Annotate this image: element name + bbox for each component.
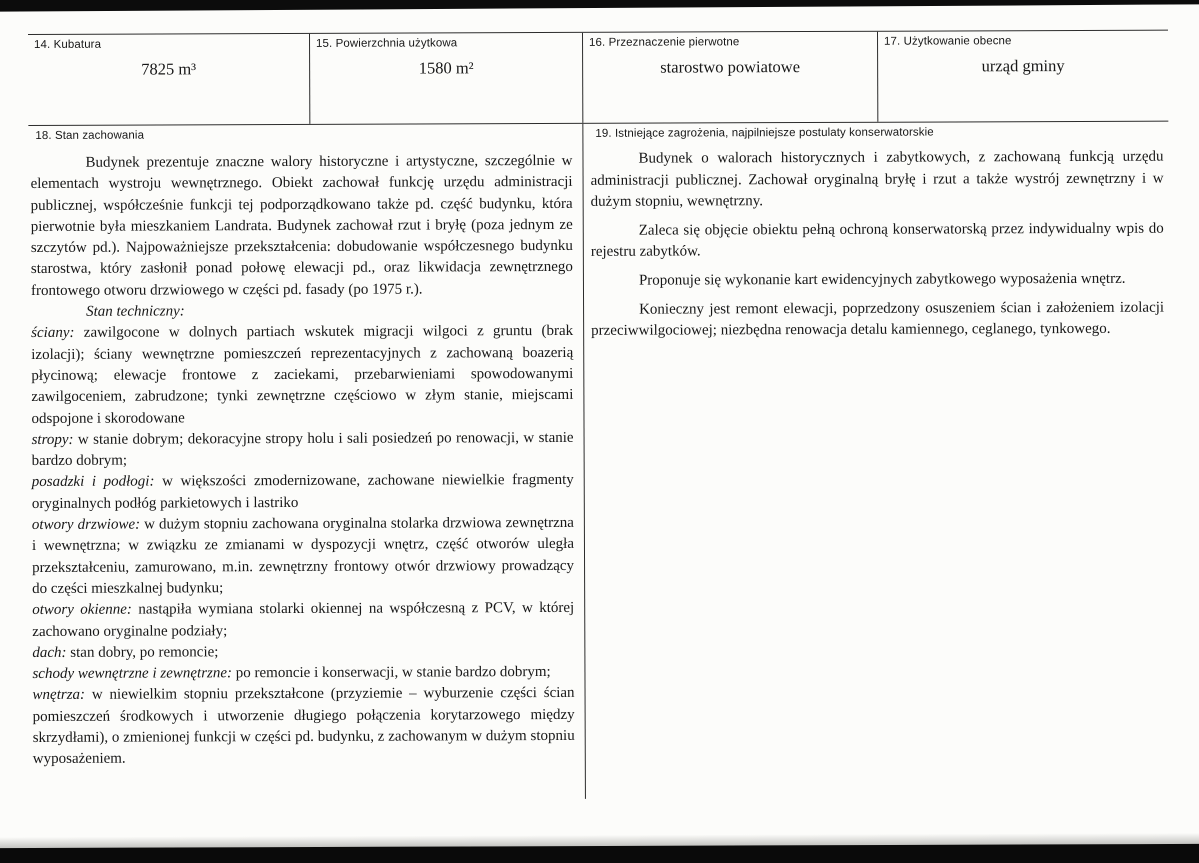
condition-item xyxy=(32,641,574,664)
condition-item xyxy=(32,513,574,600)
condition-text: po remoncie i konserwacji, w stanie bardzo dobrym; xyxy=(235,664,551,682)
section-zagrozenia-body xyxy=(590,147,1164,343)
condition-item xyxy=(32,598,574,643)
field-uzytkowanie xyxy=(878,31,1168,122)
paragraph-stan-techniczny: Stan techniczny: xyxy=(86,303,185,320)
condition-term: schody wewnętrzne i zewnętrzne: xyxy=(32,665,233,683)
field-uzytkowanie-value: urząd gminy xyxy=(981,56,1065,76)
section-stan-zachowania-body xyxy=(30,151,574,771)
form-top-row xyxy=(28,30,1168,125)
section-stan-zachowania xyxy=(28,124,586,801)
field-przeznaczenie xyxy=(583,32,878,123)
section-zagrozenia-label: 19. Istniejące zagrożenia, najpilniejsze postulaty konserwatorskie xyxy=(595,126,934,140)
field-przeznaczenie-label: 16. Przeznaczenie pierwotne xyxy=(589,36,740,49)
condition-item xyxy=(32,428,574,473)
scan-edge-top xyxy=(0,0,1199,12)
paragraph: Proponuje się wykonanie kart ewidencyjnych zabytkowego wyposażenia wnętrz. xyxy=(638,270,1126,289)
field-przeznaczenie-value: starostwo powiatowe xyxy=(660,57,801,77)
condition-term: ściany: xyxy=(31,325,75,342)
heritage-record-form xyxy=(28,30,1171,801)
condition-text: w dużym stopniu zachowana oryginalna stolarka drzwiowa zewnętrzna i wewnętrzna; w związku ze zmianami w dyspozycji wnętrz, część otworów uległa przekształceniu, zamurowano, m.in. zewnętrzny frontowy otwór drzwiowy prowadzący do części mieszkalnej budynku; xyxy=(31,514,575,597)
condition-term: dach: xyxy=(32,644,67,661)
scan-edge-bottom xyxy=(0,844,1199,863)
condition-text: w stanie dobrym; dekoracyjne stropy holu i sali posiedzeń po renowacji, w stanie bardzo dobrym; xyxy=(31,429,574,470)
field-kubatura-value: 7825 m³ xyxy=(141,59,197,79)
condition-item xyxy=(33,683,575,770)
field-uzytkowanie-label: 17. Użytkowanie obecne xyxy=(884,35,1012,48)
condition-term: wnętrza: xyxy=(32,687,86,704)
paragraph: Zaleca się objęcie obiektu pełną ochroną konserwatorską przez indywidualny wpis do rejestru zabytków. xyxy=(590,220,1164,261)
condition-text: nastąpiła wymiana stolarki okiennej na współczesną z PCV, w której zachowano oryginalne podziały; xyxy=(32,600,575,640)
condition-item xyxy=(31,321,573,430)
condition-term: otwory drzwiowe: xyxy=(31,516,141,534)
condition-term: posadzki i podłogi: xyxy=(31,473,155,491)
paragraph: Budynek o walorach historycznych i zabytkowych, z zachowaną funkcją urzędu administracji publicznej. Zachował oryginalną bryłę i rzut a także wystrój zewnętrzny i w dużym stopniu, wewnętrzny. xyxy=(590,148,1164,211)
field-kubatura-label: 14. Kubatura xyxy=(34,38,102,51)
section-stan-zachowania-label: 18. Stan zachowania xyxy=(35,129,145,142)
field-kubatura xyxy=(28,34,310,125)
field-powierzchnia-label: 15. Powierzchnia użytkowa xyxy=(316,37,458,50)
form-bottom-row xyxy=(28,121,1171,801)
condition-text: w większości zmodernizowane, zachowane niewielkie fragmenty oryginalnych podłóg parkietowych i lastriko xyxy=(31,472,574,512)
field-powierzchnia-value: 1580 m² xyxy=(418,58,474,78)
paragraph: Budynek prezentuje znaczne walory historyczne i artystyczne, szczególnie w elementach wystroju wewnętrznego. Obiekt zachował funkcję urzędu administracji publicznej, współcześnie funkcji tej podporządkowano także pd. część budynku, która pierwotnie była mieszkaniem Landrata. Budynek zachował rzut i bryłę (poza jednym ze szczytów pd.). Najpoważniejsze przekształcenia: dobudowanie współczesnego budynku starostwa, który zasłonił ponad połowę elewacji pd., oraz likwidacja zewnętrznego frontowego otworu drzwiowego w części pd. fasady (po 1975 r.). xyxy=(30,152,573,299)
section-zagrozenia-postulaty xyxy=(583,122,1171,799)
condition-item xyxy=(32,662,574,685)
condition-text: w niewielkim stopniu przekształcone (przyziemie – wyburzenie części ścian pomieszczeń środkowych i utworzenie długiego połączenia korytarzowego między skrzydłami), o zmienionej funkcji w części pd. budynku, z zachowanym w dużym stopniu wyposażeniem. xyxy=(32,685,575,768)
condition-term: otwory okienne: xyxy=(32,601,132,619)
condition-term: stropy: xyxy=(31,431,74,448)
paragraph: Konieczny jest remont elewacji, poprzedzony osuszeniem ścian i założeniem izolacji przeciwwilgociowej; niezbędna renowacja detalu kamiennego, ceglanego, tynkowego. xyxy=(591,299,1165,339)
field-powierzchnia xyxy=(310,33,583,124)
condition-text: zawilgocone w dolnych partiach wskutek migracji wilgoci z gruntu (brak izolacji); ściany wewnętrzne pomieszczeń reprezentacyjnych z zachowaną boazerią płycinową; elewacje frontowe z zaciekami, przebarwieniami spowodowanymi zawilgoceniem, zabrudzone; tynki zewnętrzne częściowo w złym stanie, miejscami odspojone i skorodowane xyxy=(31,323,574,427)
condition-item xyxy=(32,470,574,515)
condition-text: stan dobry, po remoncie; xyxy=(70,644,219,661)
